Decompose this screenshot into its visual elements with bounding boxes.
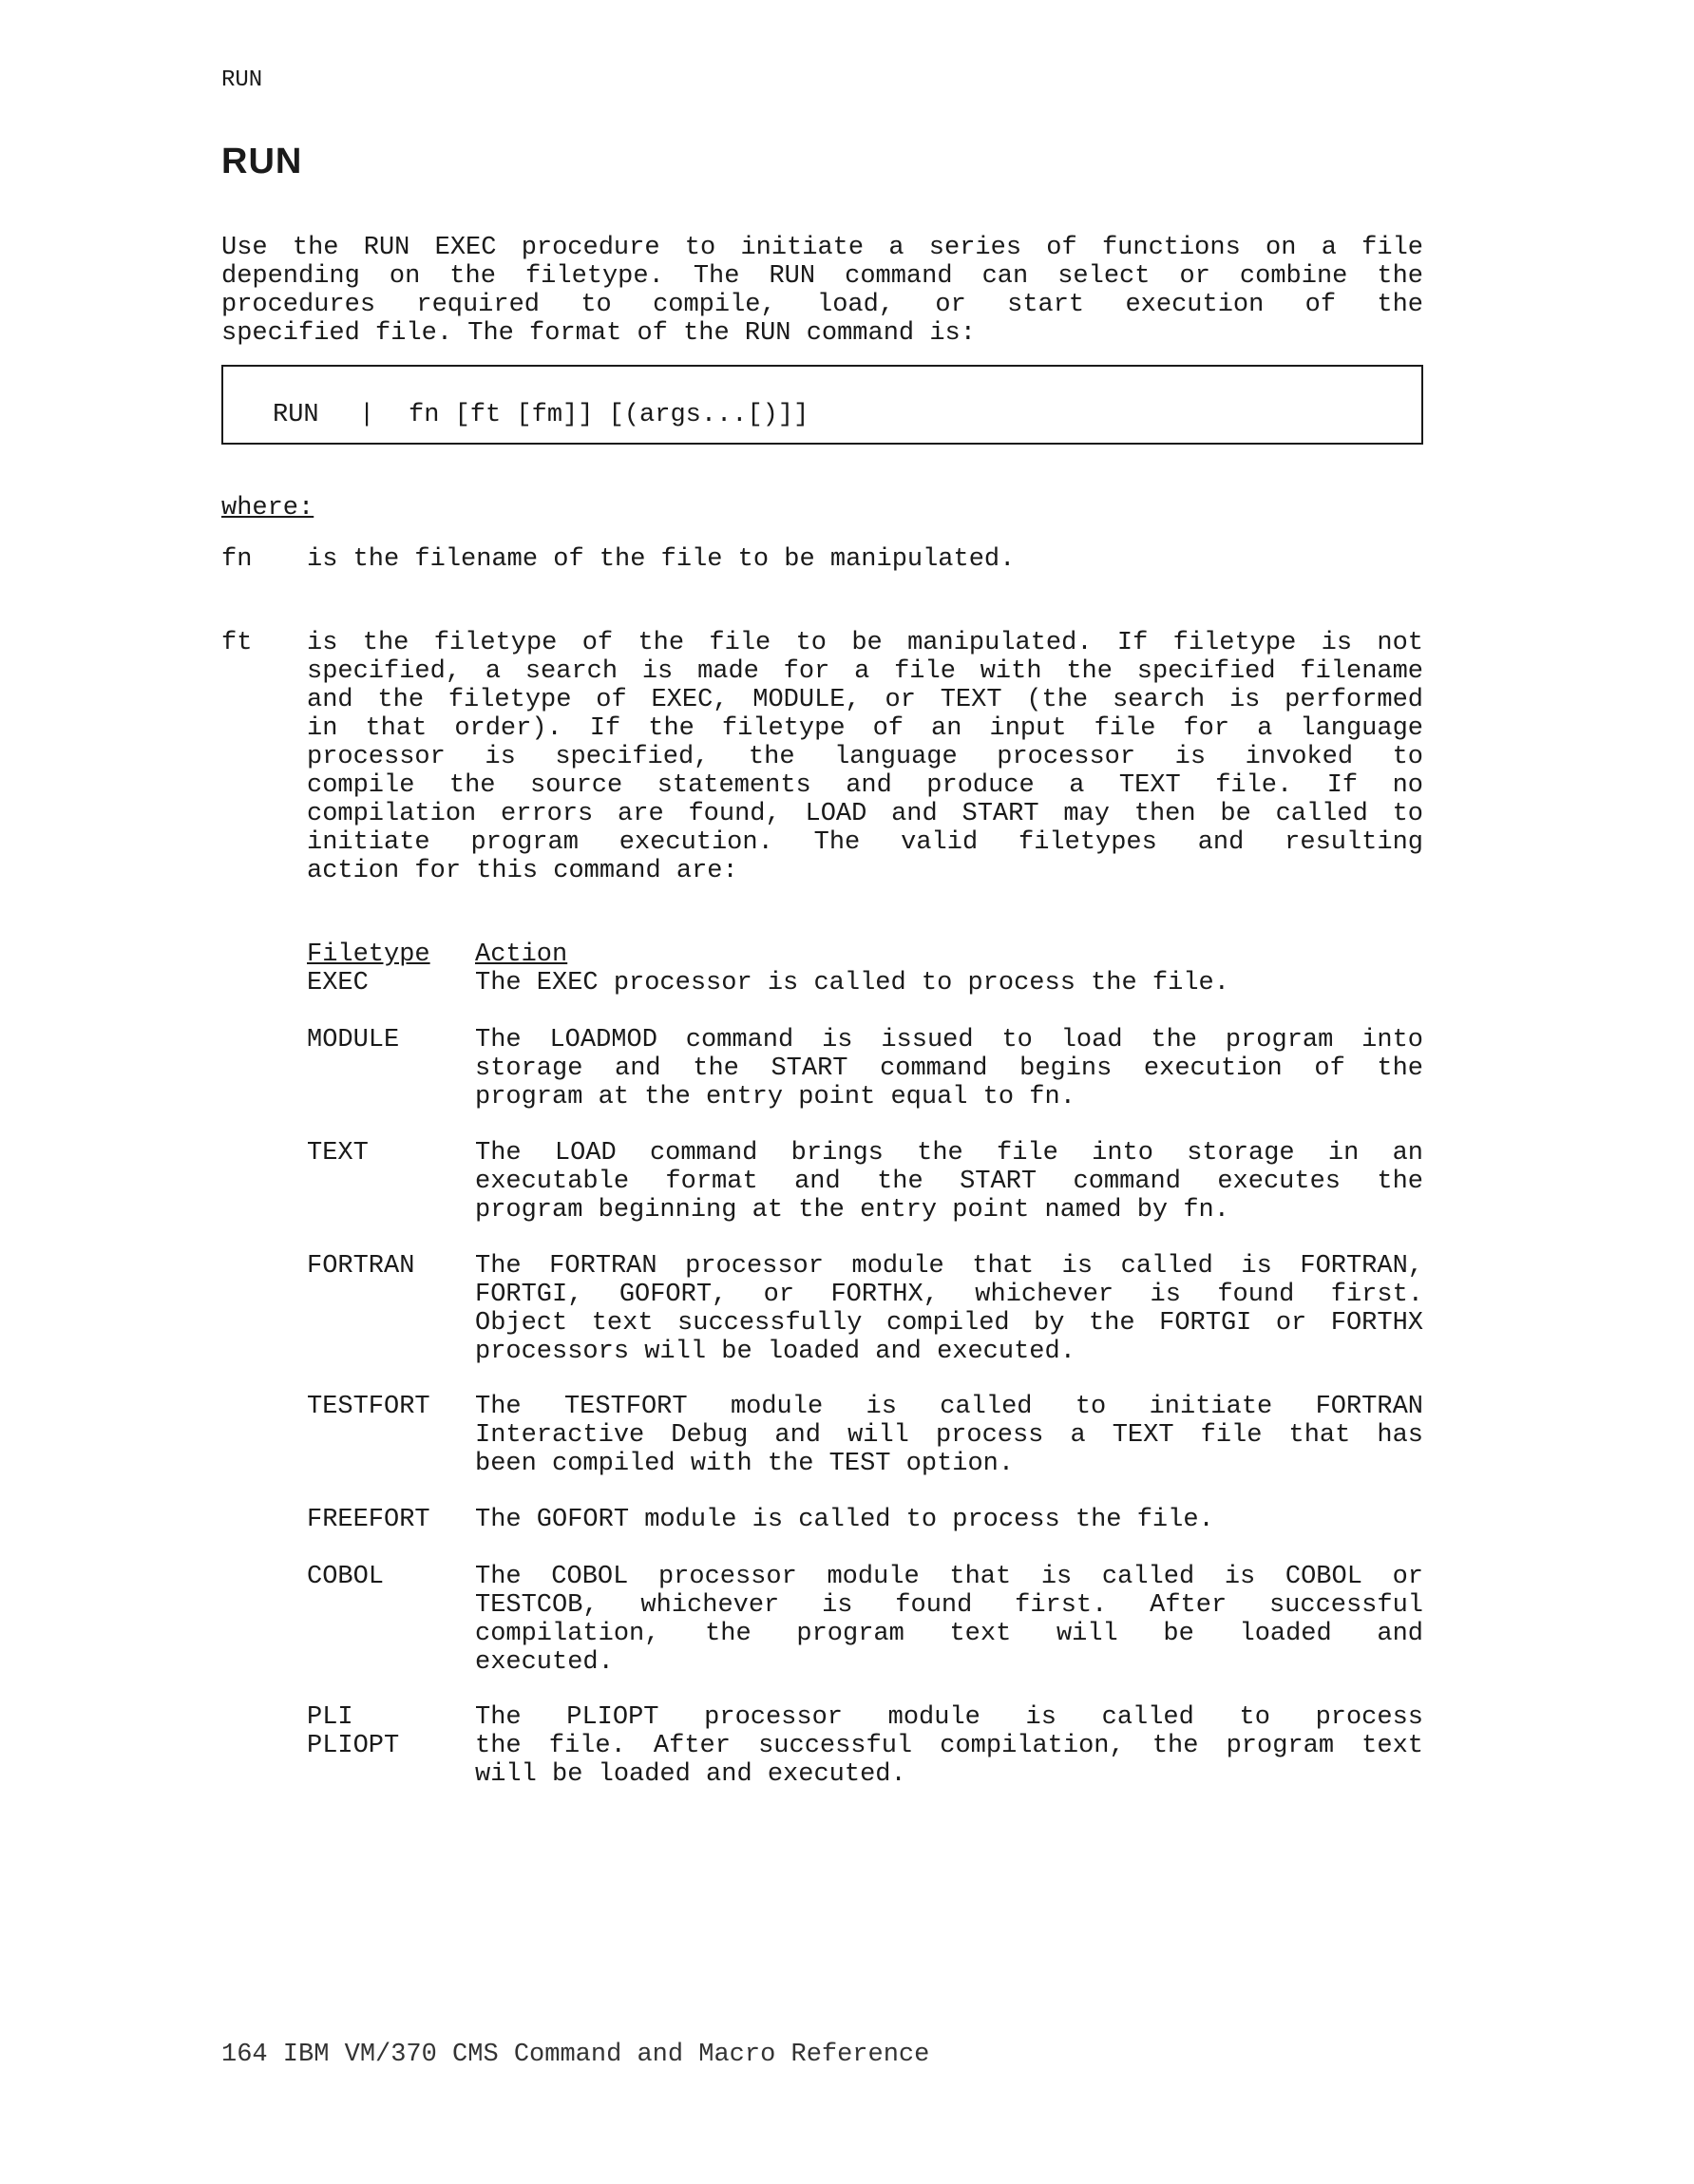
action-line: been compiled with the TEST option. (475, 1450, 1015, 1478)
running-head: RUN (221, 67, 263, 93)
syntax-separator: | (359, 401, 375, 429)
action-line: FORTGI, GOFORT, or FORTHX, whichever is found first. (475, 1281, 1423, 1309)
page-title: RUN (221, 142, 303, 181)
action-line: The LOAD command brings the file into storage in an (475, 1139, 1423, 1168)
action-line: TESTCOB, whichever is found first. After successful (475, 1591, 1423, 1620)
filetype-action (475, 1703, 1423, 1789)
action-line: processors will be loaded and executed. (475, 1338, 1075, 1366)
filetype-name: TESTFORT (307, 1393, 430, 1421)
param-line: compilation errors are found, LOAD and START may then be called to (307, 800, 1423, 828)
param-line: specified, a search is made for a file with the specified filename (307, 657, 1423, 686)
table-header-filetype: Filetype (307, 940, 430, 969)
filetype-action (475, 1506, 1423, 1534)
action-line: The LOADMOD command is issued to load the program into (475, 1026, 1423, 1054)
filetype-name-line: PLI (307, 1703, 353, 1732)
action-line: The FORTRAN processor module that is called is FORTRAN, (475, 1252, 1423, 1281)
param-line: and the filetype of EXEC, MODULE, or TEXT (the search is performed (307, 686, 1423, 714)
where-label: where: (221, 494, 314, 522)
filetype-name: COBOL (307, 1563, 385, 1591)
action-line: Interactive Debug and will process a TEXT file that has (475, 1421, 1423, 1450)
action-line: The EXEC processor is called to process the file. (475, 969, 1229, 997)
param-line: compile the source statements and produce a TEXT file. If no (307, 771, 1423, 800)
intro-line: procedures required to compile, load, or start execution of the (221, 291, 1423, 319)
filetype-name: MODULE (307, 1026, 400, 1054)
filetype-action (475, 1563, 1423, 1677)
action-line: the file. After successful compilation, the program text (475, 1732, 1423, 1760)
syntax-box (221, 365, 1423, 445)
param-line: is the filetype of the file to be manipulated. If filetype is not (307, 629, 1423, 657)
action-line: The COBOL processor module that is called is COBOL or (475, 1563, 1423, 1591)
syntax-operands: fn [ft [fm]] [(args...[)]] (409, 401, 809, 429)
action-line: The TESTFORT module is called to initiate FORTRAN (475, 1393, 1423, 1421)
action-line: storage and the START command begins execution of the (475, 1054, 1423, 1083)
intro-paragraph (221, 234, 1423, 348)
param-term: fn (221, 545, 253, 574)
param-line: processor is specified, the language processor is invoked to (307, 743, 1423, 771)
param-line: action for this command are: (307, 857, 738, 885)
param-line: in that order). If the filetype of an input file for a language (307, 714, 1423, 743)
filetype-name: TEXT (307, 1139, 369, 1168)
param-line: is the filename of the file to be manipulated. (307, 545, 1016, 574)
filetype-action (475, 1139, 1423, 1225)
action-line: Object text successfully compiled by the FORTGI or FORTHX (475, 1309, 1423, 1338)
param-term: ft (221, 629, 253, 657)
filetype-action (475, 1393, 1423, 1478)
action-line: executed. (475, 1648, 614, 1677)
filetype-action (475, 969, 1423, 997)
filetype-name (307, 1703, 399, 1760)
table-header-action: Action (475, 940, 568, 969)
action-line: program at the entry point equal to fn. (475, 1083, 1075, 1111)
action-line: will be loaded and executed. (475, 1760, 906, 1789)
param-description (307, 629, 1423, 885)
intro-line: specified file. The format of the RUN command is: (221, 319, 976, 348)
action-line: The PLIOPT processor module is called to process (475, 1703, 1423, 1732)
filetype-name: FORTRAN (307, 1252, 415, 1281)
filetype-action (475, 1026, 1423, 1111)
filetype-name-line: PLIOPT (307, 1732, 400, 1760)
action-line: compilation, the program text will be loaded and (475, 1620, 1423, 1648)
page-footer: 164 IBM VM/370 CMS Command and Macro Reference (221, 2041, 930, 2069)
action-line: executable format and the START command executes the (475, 1168, 1423, 1196)
param-description (307, 545, 1423, 574)
filetype-name: FREEFORT (307, 1506, 430, 1534)
intro-line: depending on the filetype. The RUN command can select or combine the (221, 262, 1423, 291)
filetype-action (475, 1252, 1423, 1366)
syntax-command: RUN (273, 401, 319, 429)
action-line: program beginning at the entry point named by fn. (475, 1196, 1229, 1225)
filetype-name: EXEC (307, 969, 369, 997)
action-line: The GOFORT module is called to process the file. (475, 1506, 1214, 1534)
param-line: initiate program execution. The valid filetypes and resulting (307, 828, 1423, 857)
intro-line: Use the RUN EXEC procedure to initiate a series of functions on a file (221, 234, 1423, 262)
